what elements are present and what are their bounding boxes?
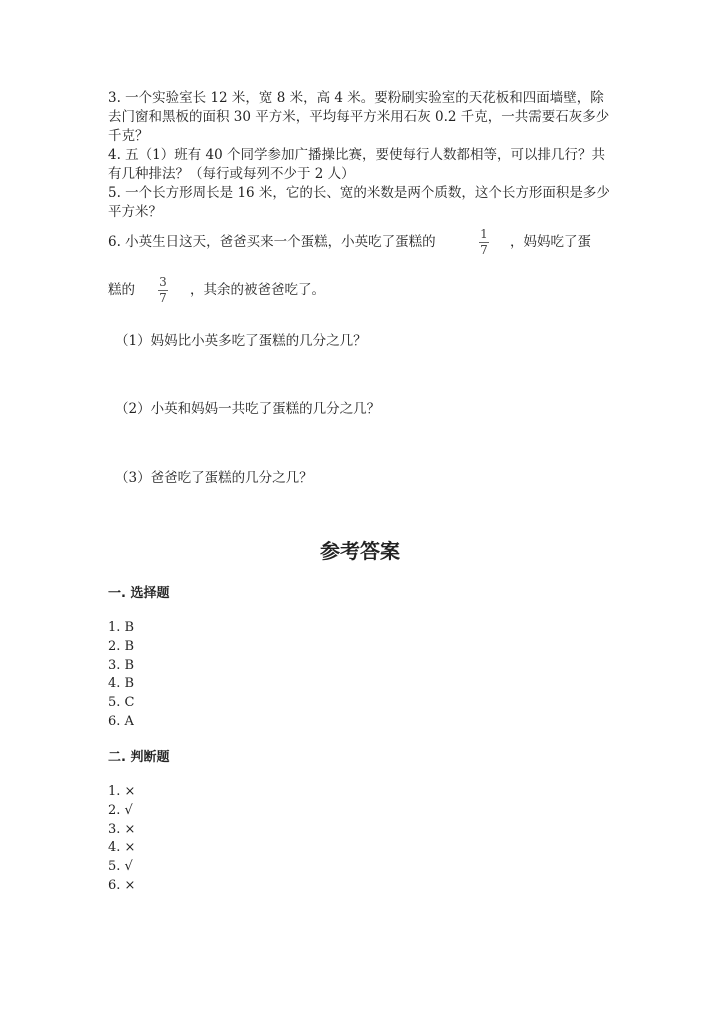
- sub-question-1: （1）妈妈比小英多吃了蛋糕的几分之几？: [115, 333, 367, 349]
- answer-item: 6. A: [108, 713, 134, 729]
- fraction-one-seventh: [479, 228, 489, 257]
- question-6-line-2b: ，其余的被爸爸吃了。: [190, 282, 325, 298]
- question-6-line-1a: 6. 小英生日这天，爸爸买来一个蛋糕，小英吃了蛋糕的: [108, 234, 436, 250]
- answer-item: 4. B: [108, 676, 135, 692]
- answer-key-title: 参考答案: [320, 539, 400, 563]
- answer-item: 5. C: [108, 695, 135, 711]
- sub-question-3: （3）爸爸吃了蛋糕的几分之几？: [115, 470, 313, 486]
- answer-item: 6. ×: [108, 877, 136, 893]
- answer-item: 2. √: [108, 802, 133, 818]
- question-6-line-2a: 糕的: [108, 282, 135, 298]
- answer-item: 1. ×: [108, 784, 136, 799]
- question-3: 3. 一个实验室长 12 米，宽 8 米，高 4 米。要粉刷实验室的天花板和四面墙壁，除去门窗和黑板的面积 30 平方米，平均每平方米用石灰 0.2 千克，一共需要石灰多少千克？: [108, 90, 610, 144]
- answer-item: 4. ×: [108, 840, 136, 856]
- answer-item: 1. B: [108, 620, 135, 635]
- fraction-numerator: 1: [480, 227, 488, 241]
- sub-question-2: （2）小英和妈妈一共吃了蛋糕的几分之几？: [115, 401, 381, 417]
- section-heading-choice: 一. 选择题: [108, 586, 170, 601]
- answer-item: 5. √: [108, 859, 133, 875]
- answer-item: 2. B: [108, 638, 135, 654]
- answer-item: 3. B: [108, 657, 135, 673]
- answer-list-judgement: [108, 783, 135, 896]
- fraction-denominator: 7: [480, 243, 488, 257]
- question-6-line-1b: ，妈妈吃了蛋: [510, 234, 591, 250]
- section-heading-judgement: 二. 判断题: [108, 750, 170, 765]
- fraction-three-sevenths: [158, 276, 168, 305]
- fraction-numerator: 3: [159, 275, 167, 289]
- answer-item: 3. ×: [108, 821, 136, 837]
- fraction-denominator: 7: [159, 291, 167, 305]
- question-5: 5. 一个长方形周长是 16 米，它的长、宽的米数是两个质数，这个长方形面积是多少平方米？: [108, 185, 610, 220]
- question-4: 4. 五（1）班有 40 个同学参加广播操比赛，要使每行人数都相等，可以排几行？共有几种排法？（每行或每列不少于 2 人）: [108, 147, 606, 182]
- answer-list-choice: [108, 619, 134, 732]
